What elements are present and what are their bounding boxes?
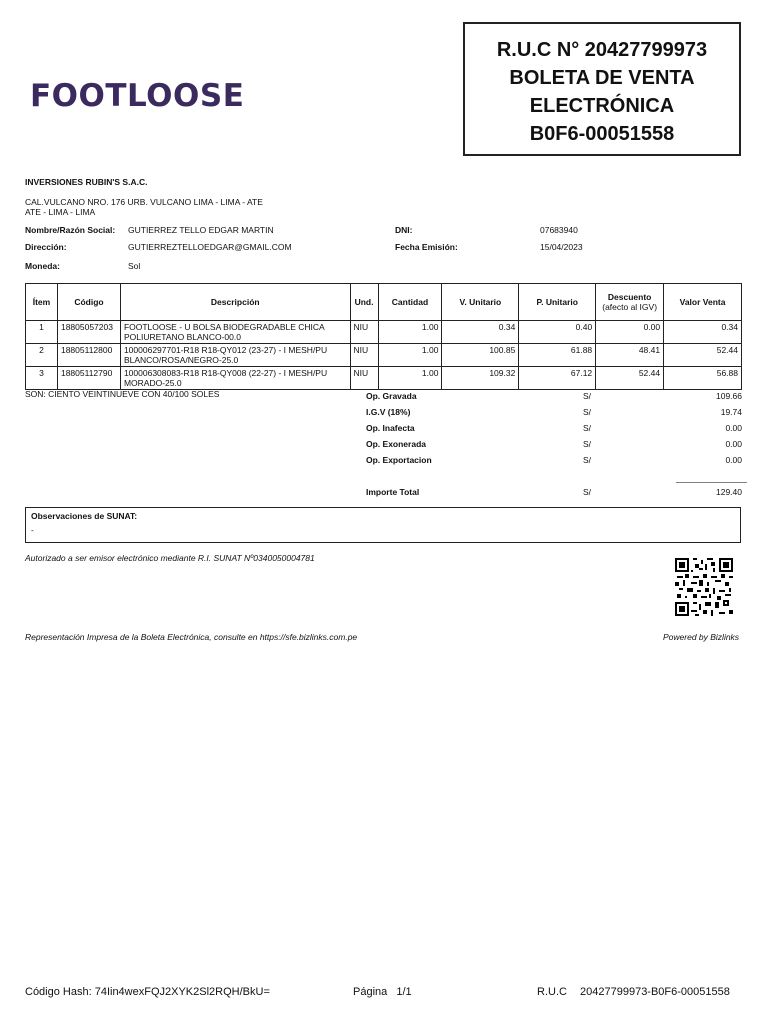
cell-discount: 0.00 [596, 321, 664, 344]
powered-by: Powered by Bizlinks [663, 632, 740, 642]
total-value: 19.74 [720, 407, 742, 417]
brand-logo [30, 78, 244, 114]
representation-text: Representación Impresa de la Boleta Electrónica, consulte en https://sfe.bizlinks.com.pe [25, 632, 358, 642]
cell-item: 3 [26, 367, 58, 390]
total-currency: S/ [583, 423, 592, 433]
amount-in-words: SON: CIENTO VEINTINUEVE CON 40/100 SOLES [25, 389, 220, 399]
total-label: Op. Inafecta [366, 423, 415, 433]
currency-value: Sol [128, 261, 141, 271]
footer-page-label: Página [353, 986, 388, 998]
col-header-unit-value: V. Unitario [442, 284, 519, 321]
date-label: Fecha Emisión: [395, 242, 458, 252]
cell-code: 18805112790 [57, 367, 120, 390]
grand-total-value: 129.40 [716, 487, 742, 497]
cell-quantity: 1.00 [378, 344, 442, 367]
total-row-igv [366, 407, 742, 423]
cell-unit-value: 100.85 [442, 344, 519, 367]
total-currency: S/ [583, 455, 592, 465]
footer-page-value: 1/1 [396, 986, 412, 998]
total-value: 0.00 [725, 439, 742, 449]
cell-sale-value: 0.34 [664, 321, 742, 344]
col-header-quantity: Cantidad [378, 284, 442, 321]
observations-title: Observaciones de SUNAT: [31, 511, 138, 521]
grand-total-currency: S/ [583, 487, 592, 497]
total-value: 109.66 [716, 391, 742, 401]
cell-discount: 52.44 [596, 367, 664, 390]
discount-header-label: Descuento [607, 292, 652, 302]
ruc-number: R.U.C N° 20427799973 [496, 39, 708, 61]
total-row-exportacion [366, 455, 742, 471]
table-row [26, 321, 742, 344]
total-label: Op. Exonerada [366, 439, 426, 449]
footer-hash: Código Hash: 74Iin4wexFQJ2XYK2Sl2RQH/BkU= [25, 986, 270, 998]
customer-name-label: Nombre/Razón Social: [25, 225, 116, 235]
cell-unit: NIU [350, 321, 378, 344]
cell-unit-value: 0.34 [442, 321, 519, 344]
doc-number: B0F6-00051558 [529, 123, 675, 145]
total-label: Op. Gravada [366, 391, 417, 401]
cell-unit-price: 61.88 [519, 344, 596, 367]
authorized-text: Autorizado a ser emisor electrónico mediante R.I. SUNAT Nº0340050004781 [25, 553, 315, 563]
address-label: Dirección: [25, 242, 67, 252]
cell-quantity: 1.00 [378, 367, 442, 390]
col-header-item: Ítem [26, 284, 58, 321]
col-header-sale-value: Valor Venta [664, 284, 742, 321]
ruc-box [463, 22, 741, 156]
currency-label: Moneda: [25, 261, 60, 271]
logo-part2: LOOSE [127, 78, 245, 114]
cell-item: 1 [26, 321, 58, 344]
doc-type-line2: ELECTRÓNICA [529, 95, 675, 117]
dni-value: 07683940 [540, 225, 578, 235]
totals-section [366, 391, 742, 471]
company-address-line2: ATE - LIMA - LIMA [25, 207, 96, 217]
col-header-description: Descripción [120, 284, 350, 321]
total-currency: S/ [583, 407, 592, 417]
total-value: 0.00 [725, 455, 742, 465]
cell-description: 100006297701-R18 R18-QY012 (23-27) - I MESH/PU BLANCO/ROSA/NEGRO-25.0 [120, 344, 350, 367]
cell-unit-price: 67.12 [519, 367, 596, 390]
total-label: Op. Exportacion [366, 455, 432, 465]
col-header-code: Código [57, 284, 120, 321]
cell-code: 18805057203 [57, 321, 120, 344]
dni-label: DNI: [395, 225, 413, 235]
total-value: 0.00 [725, 423, 742, 433]
grand-total-row [366, 487, 742, 499]
cell-unit-value: 109.32 [442, 367, 519, 390]
date-value: 15/04/2023 [540, 242, 583, 252]
qr-code [675, 558, 733, 616]
cell-unit: NIU [350, 367, 378, 390]
company-name: INVERSIONES RUBIN'S S.A.C. [25, 177, 148, 187]
cell-unit: NIU [350, 344, 378, 367]
total-currency: S/ [583, 439, 592, 449]
total-row-gravada [366, 391, 742, 407]
col-header-discount [596, 284, 664, 321]
cell-quantity: 1.00 [378, 321, 442, 344]
footer-ruc-label: R.U.C [537, 986, 567, 998]
cell-code: 18805112800 [57, 344, 120, 367]
col-header-unit: Und. [350, 284, 378, 321]
cell-unit-price: 0.40 [519, 321, 596, 344]
table-row [26, 344, 742, 367]
cell-description: 100006308083-R18 R18-QY008 (22-27) - I MESH/PU MORADO-25.0 [120, 367, 350, 390]
cell-description: FOOTLOOSE - U BOLSA BIODEGRADABLE CHICA POLIURETANO BLANCO-00.0 [120, 321, 350, 344]
cell-sale-value: 52.44 [664, 344, 742, 367]
col-header-unit-price: P. Unitario [519, 284, 596, 321]
customer-name-value: GUTIERREZ TELLO EDGAR MARTIN [128, 225, 274, 235]
company-address-line1: CAL.VULCANO NRO. 176 URB. VULCANO LIMA - LIMA - ATE [25, 197, 263, 207]
total-row-exonerada [366, 439, 742, 455]
footer-page [353, 986, 412, 998]
cell-discount: 48.41 [596, 344, 664, 367]
address-value: GUTIERREZTELLOEDGAR@GMAIL.COM [128, 242, 292, 252]
total-label: I.G.V (18%) [366, 407, 411, 417]
table-header-row [26, 284, 742, 321]
observations-text: - [31, 525, 34, 535]
total-currency: S/ [583, 391, 592, 401]
doc-type-line1: BOLETA DE VENTA [509, 67, 695, 89]
discount-header-sub: (afecto al IGV) [602, 302, 658, 312]
footer-ruc-value: 20427799973-B0F6-00051558 [580, 986, 730, 998]
observations-box [25, 507, 741, 543]
footer-ruc [537, 986, 730, 998]
logo-part1: FOOT [30, 78, 128, 114]
total-row-inafecta [366, 423, 742, 439]
grand-total-label: Importe Total [366, 487, 420, 497]
table-row [26, 367, 742, 390]
cell-sale-value: 56.88 [664, 367, 742, 390]
items-table [25, 283, 742, 390]
total-divider: _______________ [676, 473, 747, 483]
cell-item: 2 [26, 344, 58, 367]
